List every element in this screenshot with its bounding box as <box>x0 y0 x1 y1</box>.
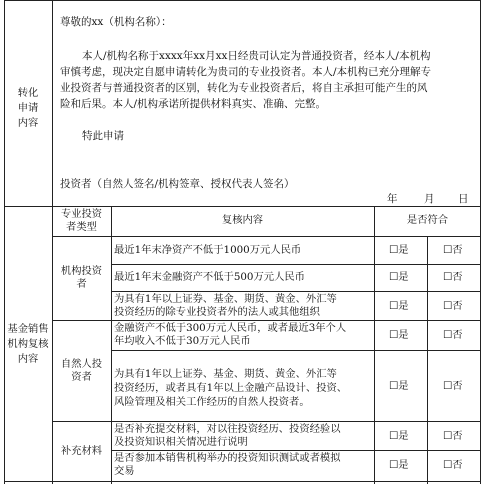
criterion-knowledge-test <box>114 452 341 478</box>
header-review-content: 复核内容 <box>221 214 264 226</box>
section2-label-line: 机构复核 <box>7 338 49 350</box>
section1-label-line: 内容 <box>17 117 39 129</box>
border-right <box>480 0 481 484</box>
body-line-3: 业投资者与普通投资者的区别，转化为专业投资者后，将自主承担可能产生的风 <box>60 82 428 94</box>
section1-label <box>4 86 52 131</box>
border-left <box>4 0 5 484</box>
header-row-bottom <box>52 236 481 237</box>
no-checkbox[interactable]: ☐否 <box>443 244 463 256</box>
header-investor-type <box>52 208 111 234</box>
border-bottom <box>4 481 481 482</box>
criterion-personal-assets <box>114 322 346 348</box>
yes-checkbox[interactable]: ☐是 <box>389 300 409 312</box>
no-checkbox[interactable]: ☐否 <box>443 271 463 283</box>
row-line-4 <box>111 450 481 451</box>
criterion-line: 及投资知识相关情况进行说明 <box>114 436 248 448</box>
no-checkbox[interactable]: ☐否 <box>443 459 463 471</box>
row-line-3 <box>111 350 481 351</box>
closing: 特此申请 <box>82 130 124 142</box>
no-checkbox[interactable]: ☐否 <box>443 380 463 392</box>
row-line-2 <box>111 291 481 292</box>
section2-label <box>4 322 52 367</box>
type-line: 自然人投 <box>60 358 103 370</box>
criterion-supplementary-materials <box>114 423 341 449</box>
criterion-institution-experience <box>114 293 337 319</box>
header-type-line: 者类型 <box>66 221 97 233</box>
section2-label-line: 内容 <box>17 353 39 365</box>
yes-checkbox[interactable]: ☐是 <box>389 244 409 256</box>
yes-checkbox[interactable]: ☐是 <box>389 459 409 471</box>
type-line: 机构投资 <box>60 265 103 277</box>
type-supplementary <box>52 445 111 458</box>
row-line-1 <box>111 264 481 265</box>
criterion-line: 为具有1年以上证券、基金、期货、黄金、外汇等 <box>114 368 337 380</box>
yes-checkbox[interactable]: ☐是 <box>389 271 409 283</box>
group-line-1 <box>52 320 481 321</box>
section-divider <box>4 206 481 207</box>
yes-checkbox[interactable]: ☐是 <box>389 380 409 392</box>
header-type-line: 专业投资 <box>60 208 103 220</box>
no-checkbox[interactable]: ☐否 <box>443 329 463 341</box>
section2-label-line: 基金销售 <box>7 323 49 335</box>
criterion-financial-assets: 最近1年末金融资产不低于500万元人民币 <box>114 271 305 283</box>
yes-checkbox[interactable]: ☐是 <box>389 430 409 442</box>
body-line-4: 险和后果。本人/机构承诺所提供材料真实、准确、完整。 <box>60 98 327 110</box>
criterion-line: 金融资产不低于300万元人民币，或者最近3年个人 <box>114 322 347 334</box>
date-month: 月 <box>424 193 435 205</box>
type-institutional <box>52 265 111 291</box>
yes-checkbox[interactable]: ☐是 <box>389 329 409 341</box>
criterion-line: 交易 <box>114 465 135 477</box>
yes-no-divider <box>427 236 428 484</box>
criterion-line: 是否参加本销售机构举办的投资知识测试或者模拟 <box>114 452 341 464</box>
date-year: 年 <box>387 193 398 205</box>
criterion-net-assets: 最近1年末净资产不低于1000万元人民币 <box>114 244 302 256</box>
criterion-line: 投资经历的除专业投资者外的法人或其他组织 <box>114 306 320 318</box>
type-column-divider <box>111 206 112 484</box>
criterion-line: 风险管理及相关工作经历的自然人投资者。 <box>114 396 310 408</box>
criterion-line: 年均收入不低于30万元人民币 <box>114 335 251 347</box>
date-day: 日 <box>458 193 469 205</box>
content-column-divider <box>374 206 375 484</box>
criterion-personal-experience <box>114 367 347 409</box>
type-line: 补充材料 <box>60 445 103 457</box>
body-line-2: 审慎考虑，现决定自愿申请转化为贵司的专业投资者。本人/本机构已充分理解专 <box>60 66 432 78</box>
criterion-line: 是否补充提交材料，对以往投资经历、投资经验以 <box>114 423 341 435</box>
label-column-divider <box>52 0 53 484</box>
body-line-1: 本人/机构名称于xxxx年xx月xx日经贵司认定为普通投资者，经本人/本机构 <box>82 50 431 62</box>
section1-label-line: 申请 <box>17 102 39 114</box>
header-compliance: 是否符合 <box>406 214 449 226</box>
type-line: 者 <box>76 278 87 290</box>
salutation: 尊敬的xx（机构名称）： <box>60 16 172 28</box>
type-line: 资者 <box>71 371 92 383</box>
group-line-2 <box>52 421 481 422</box>
no-checkbox[interactable]: ☐否 <box>443 300 463 312</box>
section1-label-line: 转化 <box>17 87 39 99</box>
signature-line: 投资者（自然人签名/机构签章、授权代表人签名） <box>60 178 295 190</box>
criterion-line: 投资经历，或者具有1年以上金融产品设计、投资、 <box>114 382 348 394</box>
no-checkbox[interactable]: ☐否 <box>443 430 463 442</box>
criterion-line: 为具有1年以上证券、基金、期货、黄金、外汇等 <box>114 293 337 305</box>
border-top <box>4 0 481 1</box>
type-natural-person <box>52 358 111 384</box>
